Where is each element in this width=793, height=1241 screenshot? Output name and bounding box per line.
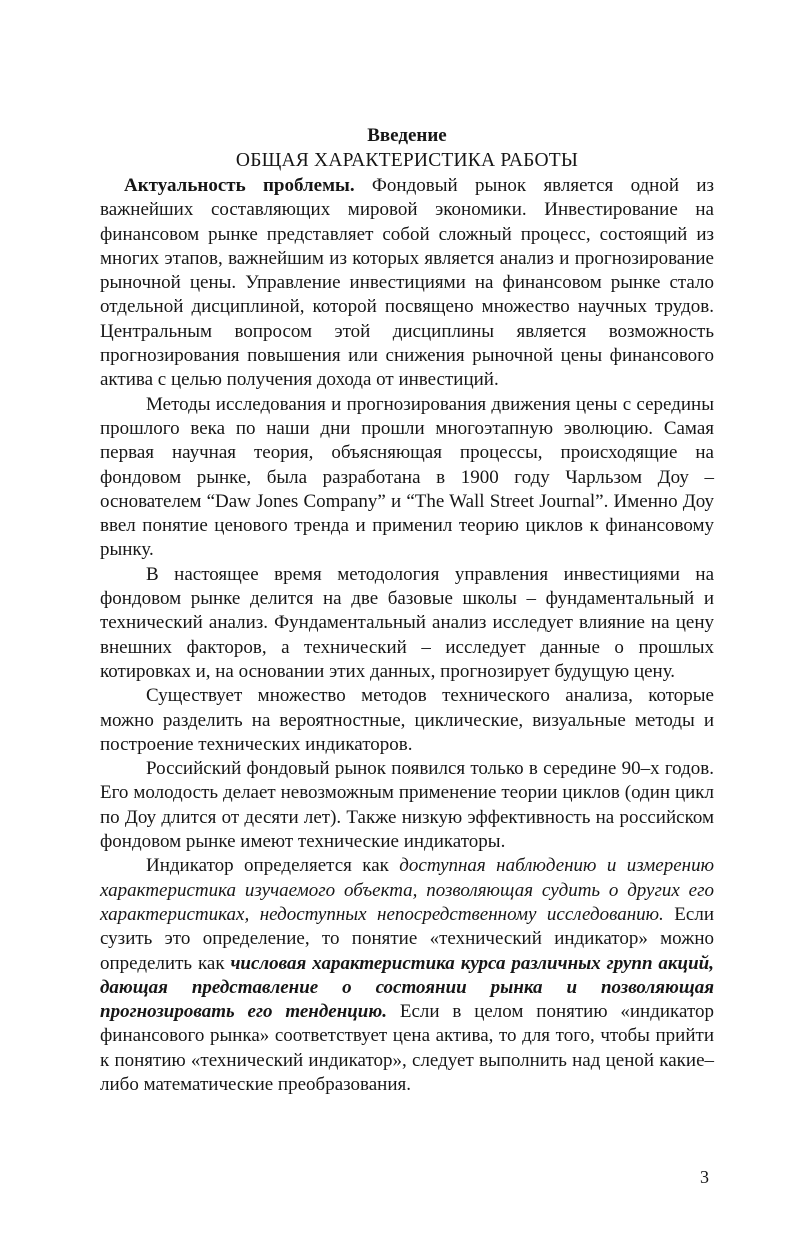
section-heading-introduction: Введение xyxy=(367,125,447,146)
indicator-intro: Индикатор определяется как xyxy=(146,855,400,877)
paragraph-technical-methods: Существует множество методов технического анализа, которые можно разделить на вероятностные, циклические, визуальные методы и построение технических индикаторов. xyxy=(100,685,714,755)
indicator-ending-text: Если в целом понятию «индикатор финансового рынка» соответствует цена актива, то для того, чтобы прийти к понятию «технический индикатор», следует выполнить над ценой какие–либо математические преобразования. xyxy=(100,1001,714,1095)
indicator-general-definition: доступная наблюдению и измерению характеристика изучаемого объекта, позволяющая судить о других его характеристиках, недоступных непосредственному исследованию. xyxy=(100,855,714,925)
page-content xyxy=(100,124,714,1097)
paragraph-russian-market: Российский фондовый рынок появился только в середине 90–х годов. Его молодость делает невозможным применение теории циклов (один цикл по Доу длится от десяти лет). Также низкую эффективность на российском фондовом рынке имеют технические индикаторы. xyxy=(100,758,714,853)
page-number: 3 xyxy=(700,1167,709,1187)
paragraph-methodology-schools: В настоящее время методология управления инвестициями на фондовом рынке делится на две базовые школы – фундаментальный и технический анализ. Фундаментальный анализ исследует влияние на цену внешних факторов, а технический – исследует данные о прошлых котировках и, на основании этих данных, прогнозирует будущую цену. xyxy=(100,563,714,682)
relevance-label: Актуальность проблемы. xyxy=(124,175,355,196)
indicator-technical-definition: числовая характеристика курса различных групп акций, дающая представление о состоянии рынка и позволяющая прогнозировать его тенденцию. xyxy=(100,952,714,1023)
indicator-middle-text: Если сузить это определение, то понятие «технический индикатор» можно определить как xyxy=(100,903,714,974)
paragraph-relevance xyxy=(100,174,714,393)
relevance-text: Фондовый рынок является одной из важнейших составляющих мировой экономики. Инвестирование на финансовом рынке представляет собой сложный процесс, состоящий из многих этапов, важнейшим из которых является анализ и прогнозирование рыночной цены. Управление инвестициями на финансовом рынке стало отдельной дисциплиной, которой посвящено множество научных трудов. Центральным вопросом этой дисциплины является возможность прогнозирования повышения или снижения рыночной цены финансового актива с целью получения дохода от инвестиций. xyxy=(100,175,714,391)
paragraph-indicator-definition xyxy=(100,854,714,1097)
section-heading-general: ОБЩАЯ ХАРАКТЕРИСТИКА РАБОТЫ xyxy=(235,150,579,171)
paragraph-methods-history: Методы исследования и прогнозирования движения цены с середины прошлого века по наши дни прошли многоэтапную эволюцию. Самая первая научная теория, объясняющая процессы, происходящие на фондовом рынке, была разработана в 1900 году Чарльзом Доу – основателем “Daw Jones Company” и “The Wall Street Journal”. Именно Доу ввел понятие ценового тренда и применил теорию циклов к финансовому рынку. xyxy=(100,393,714,561)
